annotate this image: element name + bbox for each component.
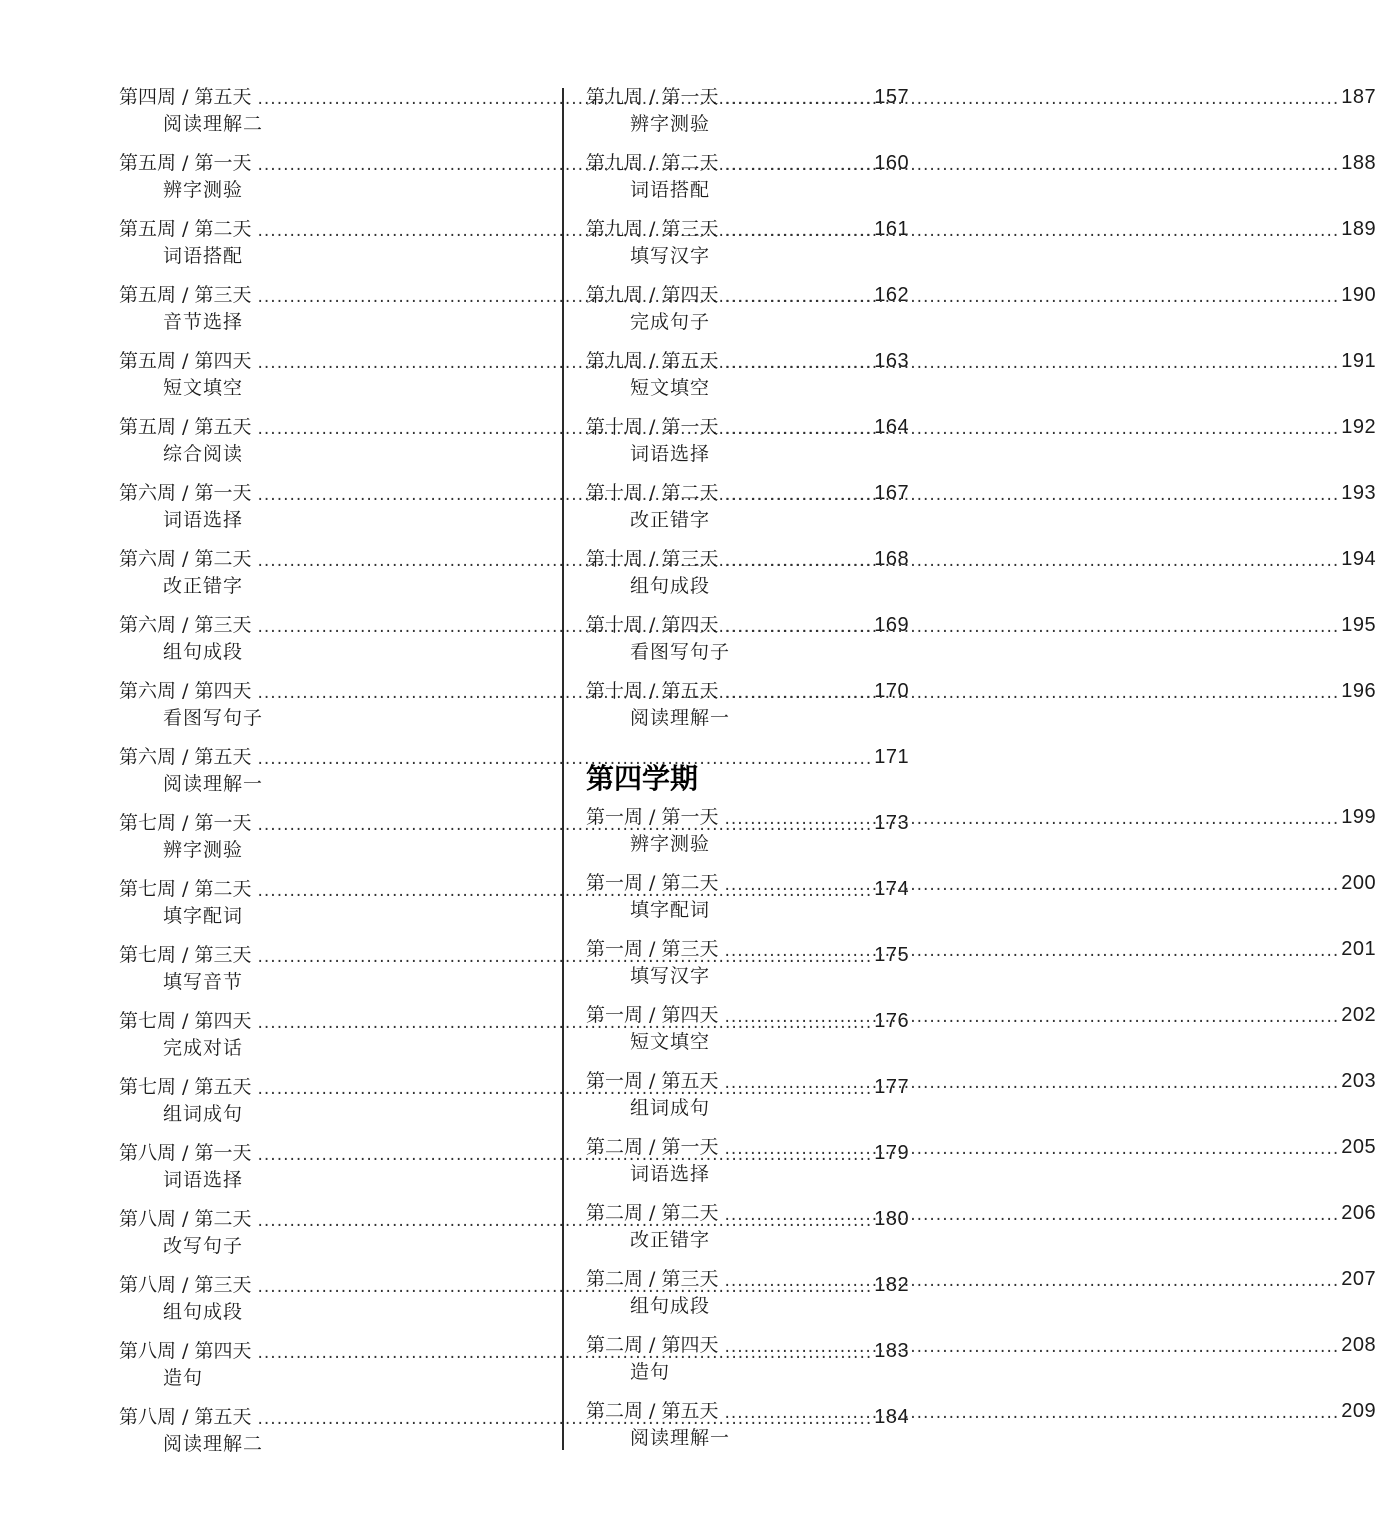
toc-entry[interactable] (586, 678, 1376, 738)
toc-entry-heading (586, 1200, 1376, 1226)
toc-entry-topic: 阅读理解二 (163, 1433, 264, 1455)
toc-entry-heading (586, 414, 1376, 440)
dot-leader (724, 220, 1339, 242)
dot-leader (724, 1336, 1339, 1358)
toc-entry-topic: 辨字测验 (630, 113, 711, 135)
toc-entry-label: 第一周 / 第五天 (586, 1070, 719, 1092)
toc-entry-label: 第十周 / 第五天 (586, 680, 719, 702)
toc-entry-heading (586, 936, 1376, 962)
toc-entry-page-number: 164 (874, 416, 910, 438)
toc-entry-page-number: 206 (1341, 1202, 1376, 1224)
dot-leader (724, 154, 1339, 176)
toc-entry-page-number: 163 (874, 350, 910, 372)
toc-entry-page-number: 187 (1341, 86, 1376, 108)
toc-entry-label: 第八周 / 第三天 (119, 1274, 252, 1296)
toc-entry-label: 第九周 / 第五天 (586, 350, 719, 372)
dot-leader (724, 1402, 1339, 1424)
toc-entry-topic: 造句 (163, 1367, 204, 1389)
toc-entry-label: 第七周 / 第二天 (119, 878, 252, 900)
toc-entry-topic: 词语选择 (630, 1163, 711, 1185)
toc-entry[interactable] (586, 414, 1376, 474)
toc-entry-topic: 填写音节 (163, 971, 244, 993)
toc-entry-label: 第七周 / 第四天 (119, 1010, 252, 1032)
toc-entry-topic: 改正错字 (630, 1229, 711, 1251)
toc-entry[interactable] (586, 546, 1376, 606)
toc-entry-page-number: 191 (1341, 350, 1376, 372)
toc-entry-heading (586, 612, 1376, 638)
toc-entry-page-number: 189 (1341, 218, 1376, 240)
toc-entry-page-number: 162 (874, 284, 910, 306)
toc-entry-label: 第九周 / 第三天 (586, 218, 719, 240)
toc-entry[interactable] (586, 1002, 1376, 1062)
toc-entry-topic: 辨字测验 (163, 839, 244, 861)
toc-entry-heading (586, 1332, 1376, 1358)
dot-leader (724, 808, 1339, 830)
toc-entry-heading (586, 1266, 1376, 1292)
toc-entry-page-number: 193 (1341, 482, 1376, 504)
toc-entry[interactable] (586, 84, 1376, 144)
toc-entry-page-number: 167 (874, 482, 910, 504)
toc-entry-topic: 辨字测验 (630, 833, 711, 855)
toc-entry-label: 第九周 / 第二天 (586, 152, 719, 174)
toc-entry-topic: 词语搭配 (630, 179, 711, 201)
toc-entry-heading (586, 150, 1376, 176)
toc-entry-topic: 词语选择 (630, 443, 711, 465)
toc-entry-page-number: 157 (874, 86, 910, 108)
toc-entry-page-number: 192 (1341, 416, 1376, 438)
toc-entry-heading (586, 282, 1376, 308)
toc-entry-page-number: 203 (1341, 1070, 1376, 1092)
toc-entry-topic: 音节选择 (163, 311, 244, 333)
toc-entry-heading (586, 480, 1376, 506)
toc-entry-topic: 填字配词 (630, 899, 711, 921)
toc-entry-heading (586, 870, 1376, 896)
dot-leader (724, 616, 1339, 638)
toc-entry-topic: 阅读理解二 (163, 113, 264, 135)
toc-entry-page-number: 209 (1341, 1400, 1376, 1422)
toc-entry-label: 第十周 / 第二天 (586, 482, 719, 504)
toc-entry-topic: 组句成段 (630, 575, 711, 597)
toc-entry-topic: 组词成句 (163, 1103, 244, 1125)
toc-entry-page-number: 184 (874, 1406, 910, 1428)
toc-entry-topic: 综合阅读 (163, 443, 244, 465)
toc-entry-topic: 辨字测验 (163, 179, 244, 201)
toc-entry-heading (586, 1068, 1376, 1094)
toc-entry-topic: 词语选择 (163, 1169, 244, 1191)
toc-entry-page-number: 180 (874, 1208, 910, 1230)
toc-entry-topic: 词语搭配 (163, 245, 244, 267)
toc-entry-page-number: 183 (874, 1340, 910, 1362)
toc-entry[interactable] (586, 480, 1376, 540)
dot-leader (724, 550, 1339, 572)
toc-entry[interactable] (586, 1068, 1376, 1128)
toc-entry-label: 第六周 / 第四天 (119, 680, 252, 702)
toc-entry-label: 第二周 / 第二天 (586, 1202, 719, 1224)
toc-entry[interactable] (586, 1134, 1376, 1194)
toc-entry-page-number: 176 (874, 1010, 910, 1032)
toc-entry-topic: 改正错字 (630, 509, 711, 531)
toc-entry[interactable] (586, 1200, 1376, 1260)
toc-entry-label: 第八周 / 第一天 (119, 1142, 252, 1164)
toc-entry-topic: 填写汉字 (630, 245, 711, 267)
toc-entry-label: 第四周 / 第五天 (119, 86, 252, 108)
toc-entry-heading (586, 546, 1376, 572)
toc-entry-page-number: 168 (874, 548, 910, 570)
toc-entry-page-number: 161 (874, 218, 910, 240)
dot-leader (724, 1270, 1339, 1292)
dot-leader (724, 88, 1339, 110)
dot-leader (724, 1204, 1339, 1226)
toc-entry-label: 第十周 / 第四天 (586, 614, 719, 636)
toc-entry-topic: 组句成段 (163, 1301, 244, 1323)
toc-entry-heading (586, 1002, 1376, 1028)
dot-leader (724, 682, 1339, 704)
toc-entry-label: 第六周 / 第一天 (119, 482, 252, 504)
toc-entry-label: 第七周 / 第一天 (119, 812, 252, 834)
toc-entry-heading (586, 84, 1376, 110)
toc-entry[interactable] (586, 1266, 1376, 1326)
toc-entry-topic: 看图写句子 (630, 641, 731, 663)
toc-entry-heading (586, 348, 1376, 374)
toc-entry[interactable] (586, 282, 1376, 342)
dot-leader (724, 352, 1339, 374)
toc-entry-page-number: 171 (874, 746, 910, 768)
toc-entry[interactable] (586, 936, 1376, 996)
toc-entry-label: 第一周 / 第一天 (586, 806, 719, 828)
toc-entry-page-number: 175 (874, 944, 910, 966)
toc-entry-page-number: 208 (1341, 1334, 1376, 1356)
toc-entry-page-number: 200 (1341, 872, 1376, 894)
toc-entry[interactable] (586, 150, 1376, 210)
toc-entry-page-number: 160 (874, 152, 910, 174)
toc-entry-label: 第五周 / 第一天 (119, 152, 252, 174)
toc-entry-heading (586, 678, 1376, 704)
toc-entry-topic: 短文填空 (630, 377, 711, 399)
dot-leader (724, 1006, 1339, 1028)
toc-entry-label: 第二周 / 第一天 (586, 1136, 719, 1158)
toc-entry-topic: 阅读理解一 (630, 1427, 731, 1449)
toc-entry-topic: 组词成句 (630, 1097, 711, 1119)
toc-entry-topic: 阅读理解一 (630, 707, 731, 729)
toc-entry[interactable] (586, 870, 1376, 930)
dot-leader (724, 874, 1339, 896)
dot-leader (724, 484, 1339, 506)
toc-entry-topic: 看图写句子 (163, 707, 264, 729)
toc-entry-label: 第八周 / 第五天 (119, 1406, 252, 1428)
toc-entry-label: 第六周 / 第二天 (119, 548, 252, 570)
toc-entry-heading (586, 1134, 1376, 1160)
toc-entry-page-number: 179 (874, 1142, 910, 1164)
toc-entry-label: 第一周 / 第四天 (586, 1004, 719, 1026)
toc-entry-heading (586, 804, 1376, 830)
toc-entry-page-number: 170 (874, 680, 910, 702)
toc-entry-page-number: 201 (1341, 938, 1376, 960)
toc-entry-topic: 阅读理解一 (163, 773, 264, 795)
toc-entry-label: 第九周 / 第四天 (586, 284, 719, 306)
toc-entry-topic: 词语选择 (163, 509, 244, 531)
toc-entry-page-number: 169 (874, 614, 910, 636)
toc-entry[interactable] (586, 804, 1376, 864)
toc-entry-label: 第五周 / 第五天 (119, 416, 252, 438)
toc-entry-page-number: 199 (1341, 806, 1376, 828)
toc-entry-topic: 改正错字 (163, 575, 244, 597)
toc-entry-label: 第五周 / 第二天 (119, 218, 252, 240)
toc-entry-label: 第六周 / 第五天 (119, 746, 252, 768)
toc-entry-label: 第一周 / 第二天 (586, 872, 719, 894)
toc-entry-heading (586, 216, 1376, 242)
toc-entry-label: 第七周 / 第三天 (119, 944, 252, 966)
toc-entry-page-number: 205 (1341, 1136, 1376, 1158)
toc-entry-label: 第六周 / 第三天 (119, 614, 252, 636)
toc-entry-topic: 填写汉字 (630, 965, 711, 987)
toc-entry-page-number: 182 (874, 1274, 910, 1296)
dot-leader (724, 1138, 1339, 1160)
toc-entry-label: 第二周 / 第五天 (586, 1400, 719, 1422)
toc-entry-page-number: 173 (874, 812, 910, 834)
toc-entry-label: 第十周 / 第三天 (586, 548, 719, 570)
toc-entry-topic: 完成句子 (630, 311, 711, 333)
toc-entry-page-number: 202 (1341, 1004, 1376, 1026)
toc-entry-topic: 填字配词 (163, 905, 244, 927)
toc-entry-label: 第八周 / 第四天 (119, 1340, 252, 1362)
toc-entry-page-number: 195 (1341, 614, 1376, 636)
toc-entry-page-number: 177 (874, 1076, 910, 1098)
toc-entry-label: 第二周 / 第三天 (586, 1268, 719, 1290)
toc-entry-label: 第七周 / 第五天 (119, 1076, 252, 1098)
toc-entry-label: 第八周 / 第二天 (119, 1208, 252, 1230)
dot-leader (724, 286, 1339, 308)
toc-entry-label: 第一周 / 第三天 (586, 938, 719, 960)
toc-entry-topic: 改写句子 (163, 1235, 244, 1257)
toc-entry-topic: 组句成段 (163, 641, 244, 663)
toc-entry-page-number: 196 (1341, 680, 1376, 702)
toc-entry-label: 第五周 / 第四天 (119, 350, 252, 372)
toc-entry-page-number: 207 (1341, 1268, 1376, 1290)
toc-entry-label: 第二周 / 第四天 (586, 1334, 719, 1356)
toc-entry-page-number: 190 (1341, 284, 1376, 306)
dot-leader (724, 418, 1339, 440)
toc-entry-topic: 短文填空 (630, 1031, 711, 1053)
toc-entry-heading (586, 1398, 1376, 1424)
dot-leader (724, 1072, 1339, 1094)
dot-leader (724, 940, 1339, 962)
toc-entry-page-number: 188 (1341, 152, 1376, 174)
toc-entry-page-number: 174 (874, 878, 910, 900)
toc-entry[interactable] (586, 612, 1376, 672)
toc-entry[interactable] (586, 348, 1376, 408)
toc-entry-page-number: 194 (1341, 548, 1376, 570)
toc-entry-topic: 组句成段 (630, 1295, 711, 1317)
toc-entry[interactable] (586, 1398, 1376, 1458)
toc-entry[interactable] (586, 216, 1376, 276)
toc-entry-topic: 造句 (630, 1361, 671, 1383)
toc-entry-topic: 完成对话 (163, 1037, 244, 1059)
toc-entry-topic: 短文填空 (163, 377, 244, 399)
toc-entry[interactable] (586, 1332, 1376, 1392)
toc-entry-label: 第五周 / 第三天 (119, 284, 252, 306)
section-title: 第四学期 (586, 762, 699, 795)
toc-entry-label: 第九周 / 第一天 (586, 86, 719, 108)
toc-entry-label: 第十周 / 第一天 (586, 416, 719, 438)
